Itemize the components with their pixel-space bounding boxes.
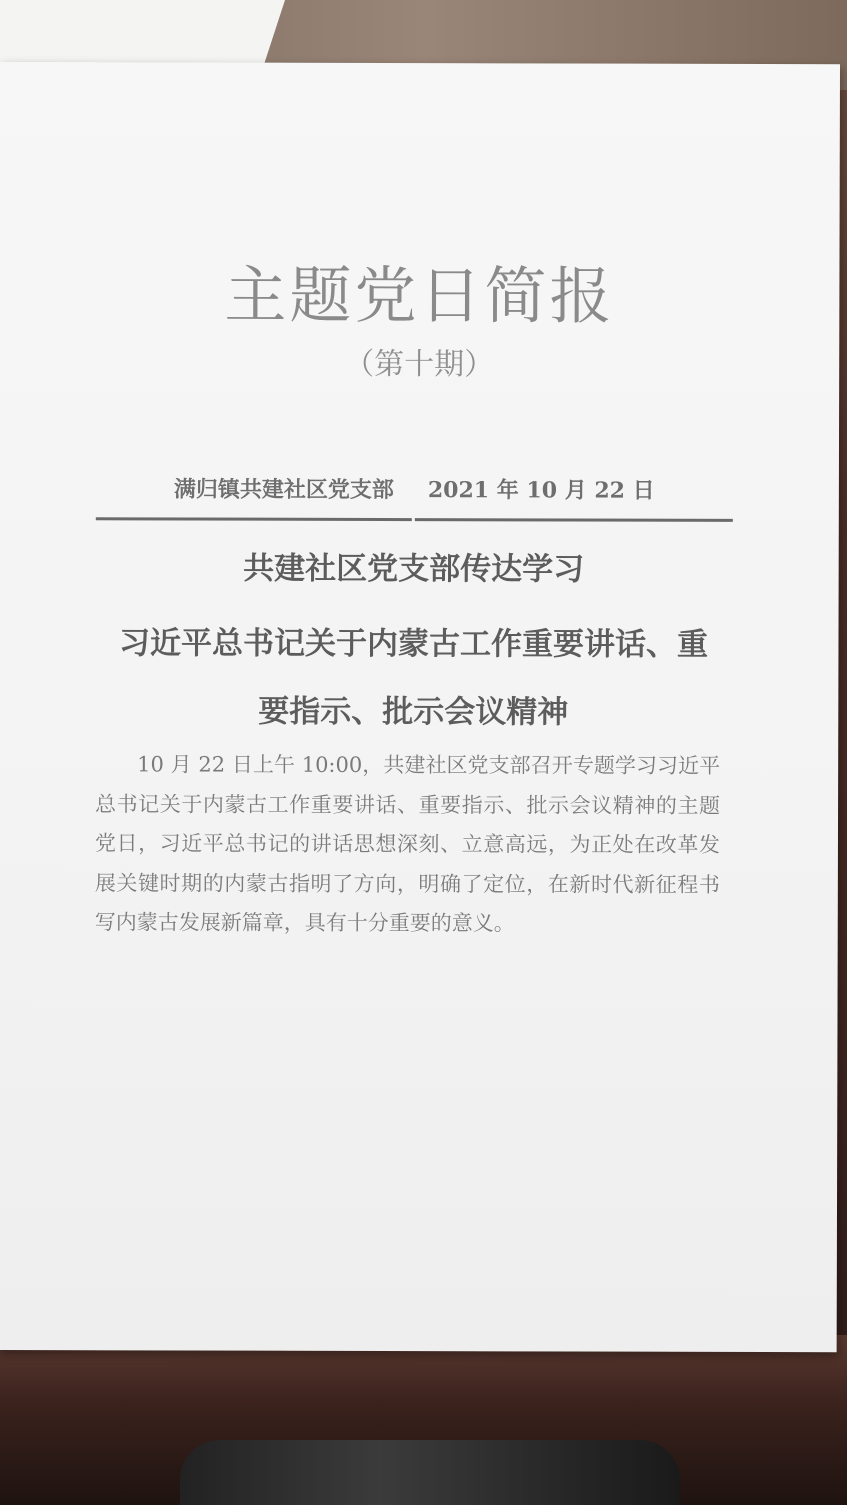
issue-number: （第十期） <box>344 346 495 383</box>
issue-date: 2021 年 10 月 22 日 <box>427 477 655 504</box>
headline-line-2: 习近平总书记关于内蒙古工作重要讲话、重 <box>118 625 709 663</box>
bulletin-title: 主题党日简报 <box>224 258 615 333</box>
header-divider-left <box>96 517 412 521</box>
issuing-organization: 满归镇共建社区党支部 <box>173 476 394 504</box>
dark-cloth <box>180 1440 680 1505</box>
headline-line-3: 要指示、批示会议精神 <box>258 693 569 731</box>
header-divider-right <box>415 518 733 522</box>
headline-line-1: 共建社区党支部传达学习 <box>243 550 585 588</box>
background-paper-sheet <box>0 0 285 70</box>
body-paragraph: 10 月 22 日上午 10:00，共建社区党支部召开专题学习习近平总书记关于内蒙古工作重要讲话、重要指示、批示会议精神的主题党日，习近平总书记的讲话思想深刻、立意高远，为正处在改革发展关键时期的内蒙古指明了方向，明确了定位，在新时代新征程书写内蒙古发展新篇章，具有十分重要的意义。 <box>94 752 721 936</box>
bulletin-page <box>0 62 840 1352</box>
issuer-line <box>174 472 694 504</box>
